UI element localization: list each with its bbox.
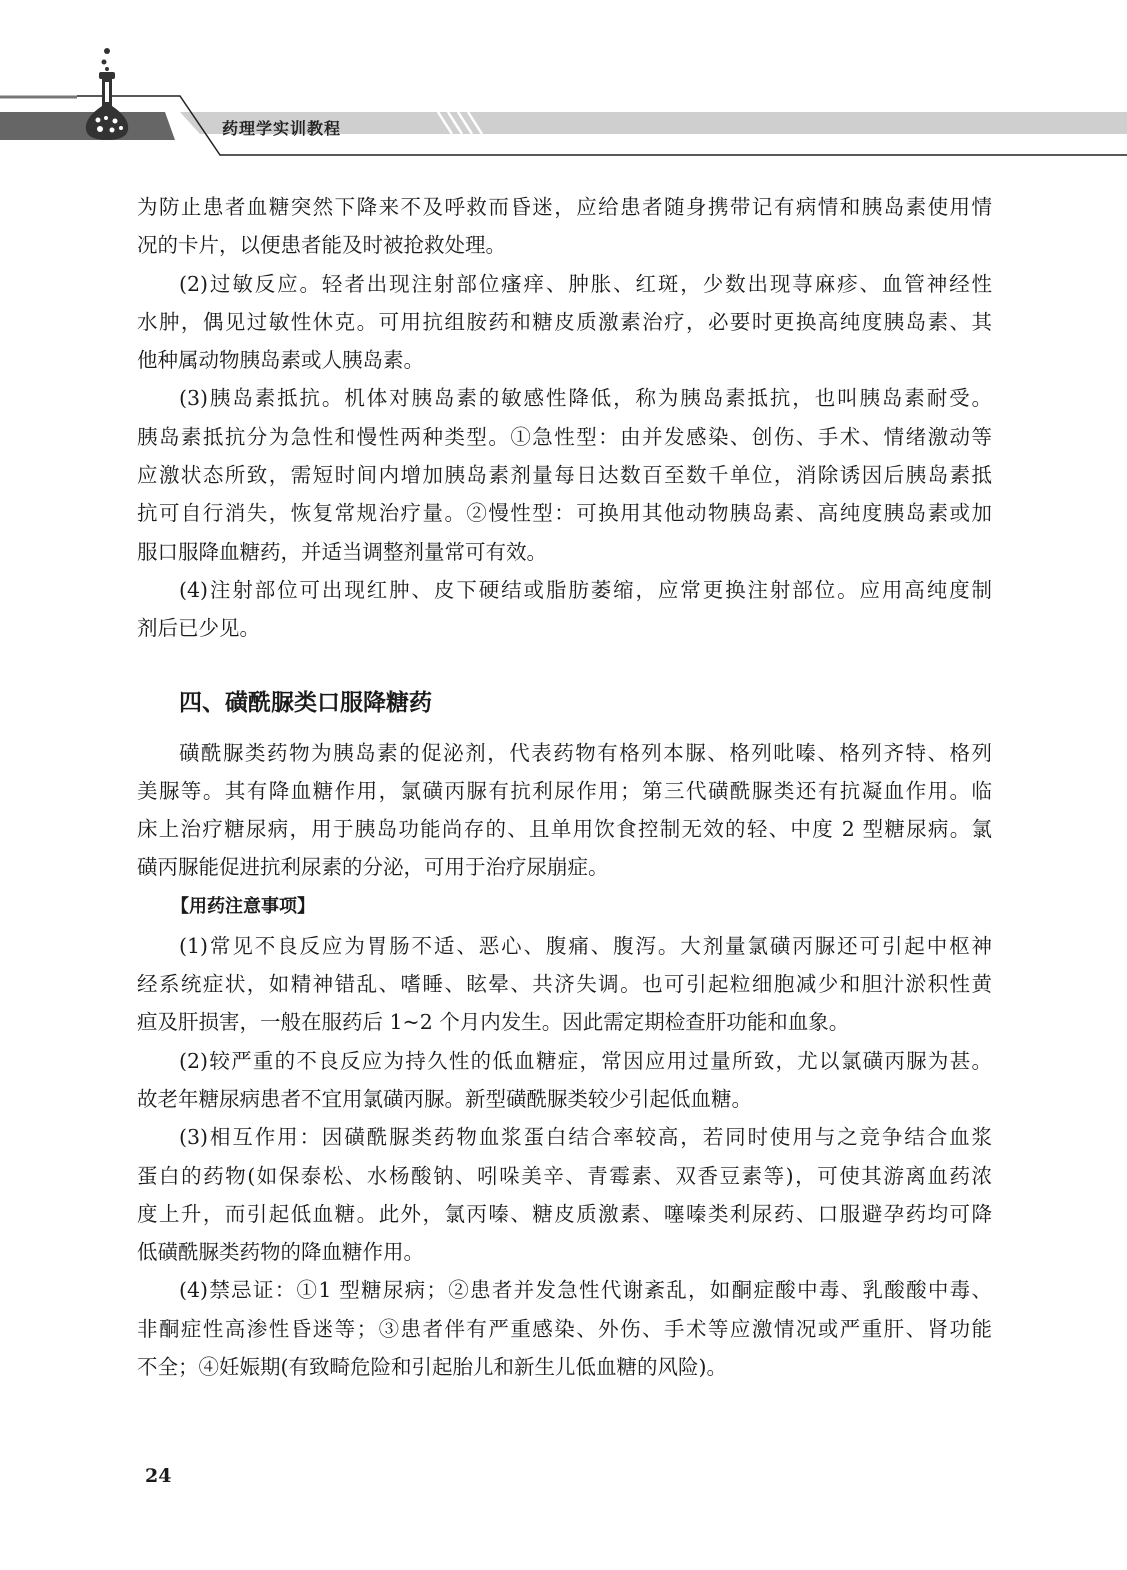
paragraph [137,265,992,380]
text-line: 剂后已少见。 [137,616,260,641]
flask-logo-icon [86,48,128,140]
text-line: (2)过敏反应。轻者出现注射部位瘙痒、肿胀、红斑，少数出现荨麻疹、血管神经性 [179,271,992,296]
running-title: 药理学实训教程 [222,119,342,138]
text-line: (3)相互作用：因磺酰脲类药物血浆蛋白结合率较高，若同时使用与之竞争结合血浆 [179,1125,992,1150]
text-line: 磺丙脲能促进抗利尿素的分泌，可用于治疗尿崩症。 [137,855,609,880]
text-line: (3)胰岛素抵抗。机体对胰岛素的敏感性降低，称为胰岛素抵抗，也叫胰岛素耐受。 [179,386,992,411]
text-line: 经系统症状，如精神错乱、嗜睡、眩晕、共济失调。也可引起粒细胞减少和胆汁淤积性黄 [137,972,992,997]
paragraph [137,734,992,887]
paragraph [137,1042,992,1119]
text-line: (1)常见不良反应为胃肠不适、恶心、腹痛、腹泻。大剂量氯磺丙脲还可引起中枢神 [179,933,992,958]
paragraph [137,188,992,265]
text-line: 疸及肝损害，一般在服药后 1~2 个月内发生。因此需定期检查肝功能和血象。 [137,1010,850,1035]
page-header [0,0,1127,170]
text-line: 磺酰脲类药物为胰岛素的促泌剂，代表药物有格列本脲、格列吡嗪、格列齐特、格列 [179,740,992,765]
paragraph [137,379,992,570]
paragraph [137,571,992,648]
text-line: 不全；④妊娠期(有致畸危险和引起胎儿和新生儿低血糖的风险)。 [137,1355,727,1380]
header-banner [0,0,1127,170]
text-line: 胰岛素抵抗分为急性和慢性两种类型。①急性型：由并发感染、创伤、手术、情绪激动等 [137,424,992,449]
text-line: (4)注射部位可出现红肿、皮下硬结或脂肪萎缩，应常更换注射部位。应用高纯度制 [179,577,992,602]
text-line: 度上升，而引起低血糖。此外，氯丙嗪、糖皮质激素、噻嗪类利尿药、口服避孕药均可降 [137,1201,992,1226]
text-line: (4)禁忌证：①1 型糖尿病；②患者并发急性代谢紊乱，如酮症酸中毒、乳酸酸中毒、 [179,1278,992,1303]
text-line: 床上治疗糖尿病，用于胰岛功能尚存的、且单用饮食控制无效的轻、中度 2 型糖尿病。氯 [137,817,992,842]
subsection-heading: 【用药注意事项】 [171,895,315,917]
text-line: 为防止患者血糖突然下降来不及呼救而昏迷，应给患者随身携带记有病情和胰岛素使用情 [137,195,992,219]
section-heading: 四、磺酰脲类口服降糖药 [179,689,432,716]
text-line: 应激状态所致，需短时间内增加胰岛素剂量每日达数百至数千单位，消除诱因后胰岛素抵 [137,463,992,488]
text-line: 美脲等。其有降血糖作用，氯磺丙脲有抗利尿作用；第三代磺酰脲类还有抗凝血作用。临 [137,778,992,803]
page-body [137,188,992,1386]
text-line: 故老年糖尿病患者不宜用氯磺丙脲。新型磺酰脲类较少引起低血糖。 [137,1086,752,1111]
text-line: 抗可自行消失，恢复常规治疗量。②慢性型：可换用其他动物胰岛素、高纯度胰岛素或加 [137,501,992,526]
text-line: 非酮症性高渗性昏迷等；③患者伴有严重感染、外伤、手术等应激情况或严重肝、肾功能 [137,1316,992,1341]
text-line: 蛋白的药物(如保泰松、水杨酸钠、吲哚美辛、青霉素、双香豆素等)，可使其游离血药浓 [137,1163,992,1188]
text-line: 服口服降血糖药，并适当调整剂量常可有效。 [137,539,547,564]
text-line: 他种属动物胰岛素或人胰岛素。 [137,348,424,373]
text-line: 水肿，偶见过敏性休克。可用抗组胺药和糖皮质激素治疗，必要时更换高纯度胰岛素、其 [137,309,992,334]
text-line: (2)较严重的不良反应为持久性的低血糖症，常因应用过量所致，尤以氯磺丙脲为甚。 [179,1048,992,1073]
paragraph [137,1118,992,1271]
text-line: 低磺酰脲类药物的降血糖作用。 [137,1240,424,1265]
paragraph [137,927,992,1042]
text-line: 况的卡片，以便患者能及时被抢救处理。 [137,233,506,258]
page-number: 24 [145,1465,172,1487]
paragraph [137,1271,992,1386]
